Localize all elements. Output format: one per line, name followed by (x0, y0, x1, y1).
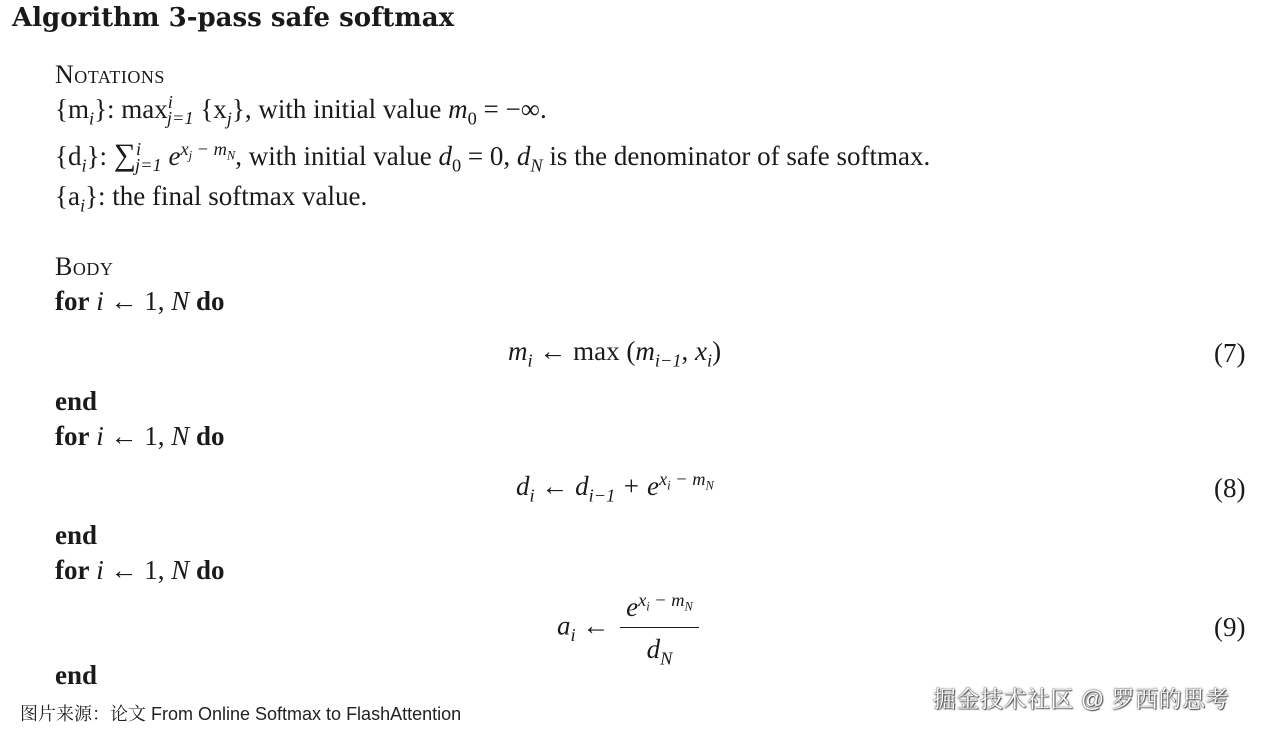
notation-m: $\{m_i\}$: $\max^i_{j=1} \{x_j\}$, with initial value $m_0$ = −∞. (55, 92, 547, 129)
end-loop-3: end (55, 660, 98, 690)
notation-d: $\{d_i\}$: ∑$^i_{j=1}$ $e^{x_j - m_N}$, with initial value $d_0 = 0$, $d_N$ is the denominator of safe softmax. (55, 137, 931, 176)
for-loop-2-header: for i ← 1, N do (55, 421, 225, 451)
notations-heading: Notations (55, 60, 165, 89)
equation-number-9: (9) (1214, 612, 1246, 642)
body-heading: Body (55, 252, 114, 281)
equation-8: $d_i$ ← $d_{i-1} + e^{x_i - m_N}$ (516, 469, 714, 506)
watermark: 掘金技术社区 @ 罗西的思考 (933, 686, 1230, 712)
equation-9: $a_i$ ← $\frac{e^{x_i - m_N}}{d_N}$ (557, 592, 699, 665)
end-loop-2: end (55, 520, 98, 550)
for-loop-3-header: for i ← 1, N do (55, 555, 225, 585)
fraction-denominator: $d_N$ (646, 634, 673, 669)
fraction-numerator: $e^{x_i - m_N}$ (620, 592, 699, 628)
end-loop-1: end (55, 386, 98, 416)
equation-7: $m_i$ ← $\max (m_{i-1}$, $x_i$) (508, 336, 722, 371)
algorithm-title: Algorithm 3-pass safe softmax (12, 3, 455, 33)
image-source-caption: 图片来源：论文 From Online Softmax to FlashAttention (20, 704, 462, 724)
for-loop-1-header: for i ← 1, N do (55, 286, 225, 316)
notation-a: $\{a_i\}$: the final softmax value. (55, 181, 368, 216)
equation-number-7: (7) (1214, 338, 1246, 368)
equation-number-8: (8) (1214, 473, 1246, 503)
